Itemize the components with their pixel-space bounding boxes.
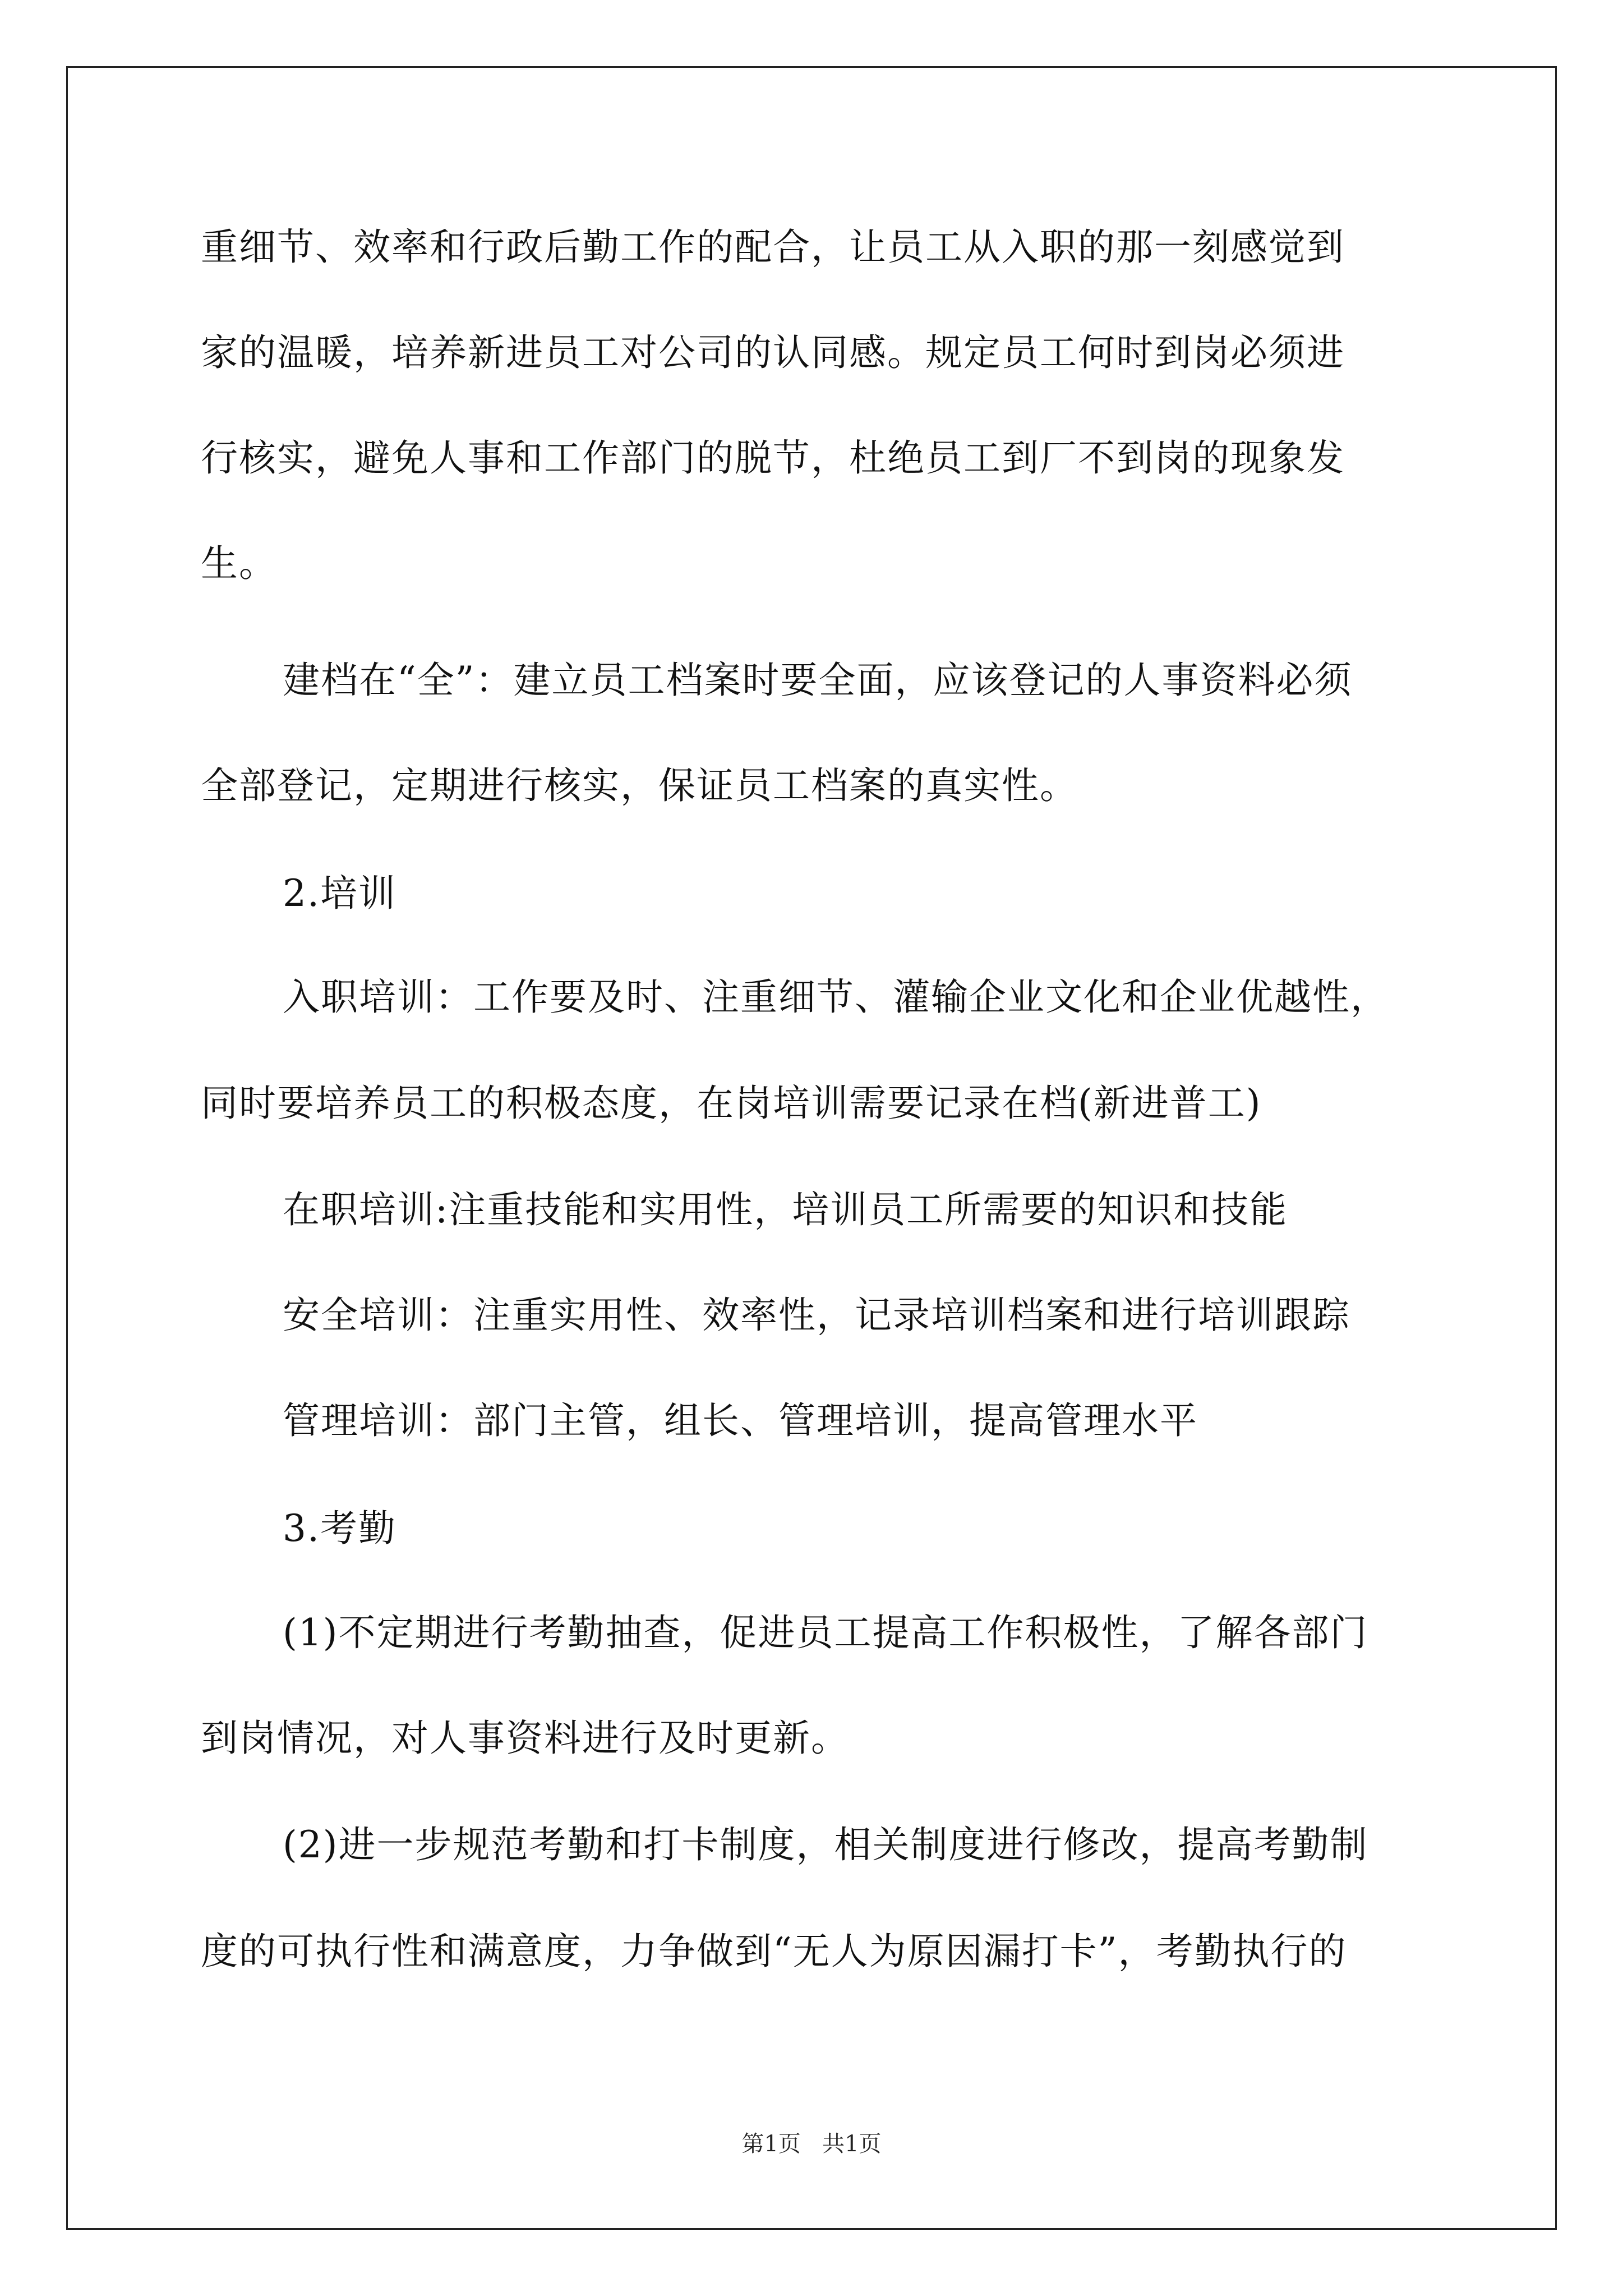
- text-line: 在职培训:注重技能和实用性，培训员工所需要的知识和技能: [283, 1188, 1288, 1231]
- text-line: (2)进一步规范考勤和打卡制度，相关制度进行修改，提高考勤制: [283, 1823, 1368, 1866]
- text-line: 家的温暖，培养新进员工对公司的认同感。规定员工何时到岗必须进: [201, 331, 1345, 374]
- text-line: 管理培训：部门主管，组长、管理培训，提高管理水平: [283, 1399, 1198, 1442]
- text-line: 建档在“全”：建立员工档案时要全面，应该登记的人事资料必须: [283, 659, 1353, 702]
- section-heading: 3.考勤: [283, 1507, 396, 1550]
- text-line: (1)不定期进行考勤抽查，促进员工提高工作积极性，了解各部门: [283, 1611, 1368, 1654]
- text-line: 重细节、效率和行政后勤工作的配合，让员工从入职的那一刻感觉到: [201, 226, 1345, 269]
- text-line: 同时要培养员工的积极态度，在岗培训需要记录在档(新进普工): [201, 1082, 1262, 1125]
- text-line: 安全培训：注重实用性、效率性，记录培训档案和进行培训跟踪: [283, 1294, 1350, 1337]
- page-border: [66, 66, 1557, 2230]
- text-line: 到岗情况，对人事资料进行及时更新。: [201, 1717, 849, 1760]
- text-line: 入职培训：工作要及时、注重细节、灌输企业文化和企业优越性，: [283, 976, 1389, 1019]
- text-line: 行核实，避免人事和工作部门的脱节，杜绝员工到厂不到岗的现象发: [201, 436, 1345, 480]
- text-line: 生。: [201, 542, 277, 585]
- page-number-footer: 第1页 共1页: [741, 2131, 882, 2157]
- text-line: 度的可执行性和满意度，力争做到“无人为原因漏打卡”，考勤执行的: [201, 1930, 1347, 1973]
- text-line: 全部登记，定期进行核实，保证员工档案的真实性。: [201, 764, 1078, 807]
- section-heading: 2.培训: [283, 872, 396, 915]
